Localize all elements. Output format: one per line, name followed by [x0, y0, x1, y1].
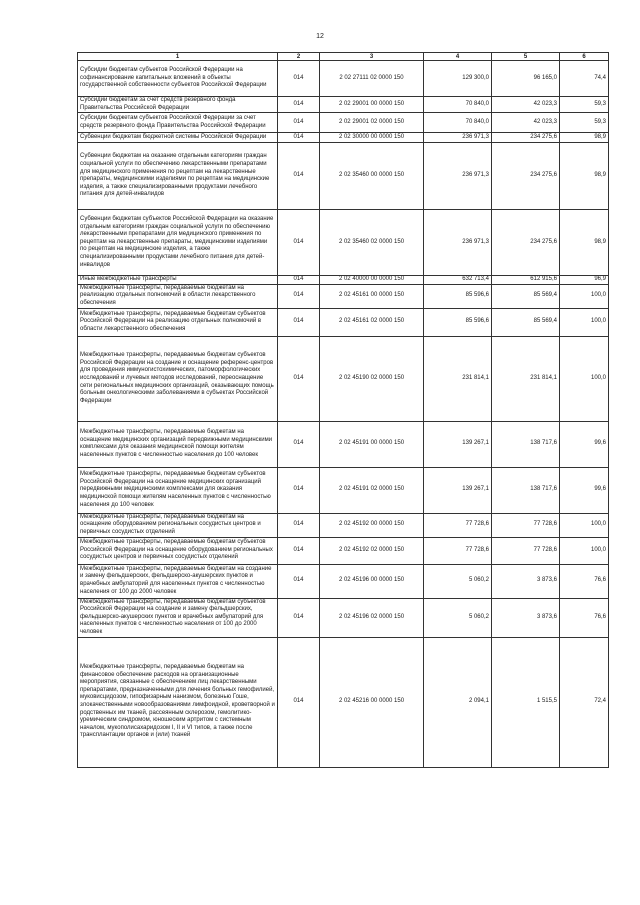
table-row [78, 97, 609, 113]
row-budget-code-cell: 2 02 45196 02 0000 150 [320, 598, 424, 637]
row-percent-cell: 98,9 [560, 210, 609, 276]
row-name-cell: Субсидии бюджетам субъектов Российской Федерации за счет средств резервного фонда Правительства Российской Федерации [78, 113, 278, 133]
row-admin-code-cell: 014 [278, 637, 320, 767]
row-percent-cell: 98,9 [560, 143, 609, 210]
column-header: 5 [492, 53, 560, 61]
row-percent-cell: 99,6 [560, 467, 609, 513]
table-header-row [78, 53, 609, 61]
row-plan-cell: 236 971,3 [424, 133, 492, 143]
row-percent-cell: 74,4 [560, 61, 609, 97]
row-plan-cell: 5 060,2 [424, 598, 492, 637]
row-percent-cell: 100,0 [560, 308, 609, 336]
row-actual-cell: 138 717,6 [492, 421, 560, 467]
row-budget-code-cell: 2 02 45216 00 0000 150 [320, 637, 424, 767]
row-name-cell: Межбюджетные трансферты, передаваемые бюджетам субъектов Российской Федерации на оснащение оборудованием региональных сосудистых центров и первичных сосудистых отделений [78, 537, 278, 564]
row-name-cell: Межбюджетные трансферты, передаваемые бюджетам на оснащение медицинских организаций передвижными медицинскими комплексами для оказания медицинской помощи жителям населенных пунктов с численностью населения до 100 человек [78, 421, 278, 467]
column-header: 6 [560, 53, 609, 61]
budget-table [77, 52, 609, 768]
row-admin-code-cell: 014 [278, 61, 320, 97]
row-plan-cell: 77 728,6 [424, 513, 492, 537]
row-budget-code-cell: 2 02 30000 00 0000 150 [320, 133, 424, 143]
row-actual-cell: 42 023,3 [492, 97, 560, 113]
table-row [78, 598, 609, 637]
row-admin-code-cell: 014 [278, 133, 320, 143]
row-percent-cell: 100,0 [560, 284, 609, 308]
table-row [78, 284, 609, 308]
column-header: 2 [278, 53, 320, 61]
row-actual-cell: 3 873,6 [492, 564, 560, 598]
row-admin-code-cell: 014 [278, 421, 320, 467]
row-actual-cell: 1 515,5 [492, 637, 560, 767]
row-percent-cell: 96,9 [560, 276, 609, 285]
row-name-cell: Субвенции бюджетам на оказание отдельным категориям граждан социальной услуги по обеспечению лекарственными препаратами для медицинского применения по рецептам на лекарственные препараты, медицинскими изделиями по рецептам на медицинские изделия, а также специализированными продуктами лечебного питания для детей-инвалидов [78, 143, 278, 210]
row-percent-cell: 59,3 [560, 97, 609, 113]
row-budget-code-cell: 2 02 29001 02 0000 150 [320, 113, 424, 133]
row-budget-code-cell: 2 02 45161 02 0000 150 [320, 308, 424, 336]
table-row [78, 276, 609, 285]
table-row [78, 210, 609, 276]
table-row [78, 143, 609, 210]
row-plan-cell: 231 814,1 [424, 336, 492, 421]
row-actual-cell: 85 569,4 [492, 308, 560, 336]
row-admin-code-cell: 014 [278, 336, 320, 421]
table-row [78, 564, 609, 598]
row-budget-code-cell: 2 02 45190 02 0000 150 [320, 336, 424, 421]
row-actual-cell: 231 814,1 [492, 336, 560, 421]
row-plan-cell: 70 840,0 [424, 97, 492, 113]
row-name-cell: Субвенции бюджетам бюджетной системы Российской Федерации [78, 133, 278, 143]
row-plan-cell: 70 840,0 [424, 113, 492, 133]
row-actual-cell: 234 275,6 [492, 143, 560, 210]
row-budget-code-cell: 2 02 45192 00 0000 150 [320, 513, 424, 537]
row-percent-cell: 76,6 [560, 564, 609, 598]
row-admin-code-cell: 014 [278, 113, 320, 133]
row-plan-cell: 85 596,6 [424, 308, 492, 336]
row-plan-cell: 236 971,3 [424, 143, 492, 210]
row-percent-cell: 99,6 [560, 421, 609, 467]
row-actual-cell: 234 275,6 [492, 133, 560, 143]
table-row [78, 467, 609, 513]
table-row [78, 637, 609, 767]
row-actual-cell: 77 728,6 [492, 537, 560, 564]
row-plan-cell: 5 060,2 [424, 564, 492, 598]
row-actual-cell: 85 569,4 [492, 284, 560, 308]
row-name-cell: Межбюджетные трансферты, передаваемые бюджетам на реализацию отдельных полномочий в области лекарственного обеспечения [78, 284, 278, 308]
row-percent-cell: 59,3 [560, 113, 609, 133]
row-name-cell: Субсидии бюджетам субъектов Российской Федерации на софинансирование капитальных вложений в объекты государственной собственности субъектов Российской Федерации [78, 61, 278, 97]
row-budget-code-cell: 2 02 45161 00 0000 150 [320, 284, 424, 308]
row-admin-code-cell: 014 [278, 143, 320, 210]
row-admin-code-cell: 014 [278, 598, 320, 637]
row-name-cell: Межбюджетные трансферты, передаваемые бюджетам на создание и замену фельдшерских, фельдшерско-акушерских пунктов и врачебных амбулаторий для населенных пунктов с численностью населения от 100 до 2000 человек [78, 564, 278, 598]
row-actual-cell: 96 165,0 [492, 61, 560, 97]
row-plan-cell: 129 300,0 [424, 61, 492, 97]
row-name-cell: Субвенции бюджетам субъектов Российской Федерации на оказание отдельным категориям граждан социальной услуги по обеспечению лекарственными препаратами для медицинского применения по рецептам на лекарственные препараты, медицинскими изделиями по рецептам на медицинские изделия, а также специализированными продуктами лечебного питания для детей-инвалидов [78, 210, 278, 276]
row-budget-code-cell: 2 02 29001 00 0000 150 [320, 97, 424, 113]
row-budget-code-cell: 2 02 35460 02 0000 150 [320, 210, 424, 276]
page-number: 12 [316, 33, 324, 40]
row-name-cell: Межбюджетные трансферты, передаваемые бюджетам на оснащение оборудованием региональных сосудистых центров и первичных сосудистых отделений [78, 513, 278, 537]
table-row [78, 537, 609, 564]
table-row [78, 61, 609, 97]
row-percent-cell: 72,4 [560, 637, 609, 767]
row-plan-cell: 236 971,3 [424, 210, 492, 276]
column-header: 3 [320, 53, 424, 61]
table-row [78, 308, 609, 336]
row-percent-cell: 98,9 [560, 133, 609, 143]
row-plan-cell: 632 713,4 [424, 276, 492, 285]
row-admin-code-cell: 014 [278, 467, 320, 513]
row-name-cell: Иные межбюджетные трансферты [78, 276, 278, 285]
row-admin-code-cell: 014 [278, 276, 320, 285]
row-budget-code-cell: 2 02 45192 02 0000 150 [320, 537, 424, 564]
column-header: 4 [424, 53, 492, 61]
row-name-cell: Межбюджетные трансферты, передаваемые бюджетам субъектов Российской Федерации на создание и оснащение референс-центров для проведения иммуногистохимических, патоморфологических исследований и лучевых методов исследований, переоснащение сети региональных медицинских организаций, оказывающих помощь больным онкологическими заболеваниями в субъектах Российской Федерации [78, 336, 278, 421]
row-admin-code-cell: 014 [278, 210, 320, 276]
row-name-cell: Межбюджетные трансферты, передаваемые бюджетам субъектов Российской Федерации на создание и замену фельдшерских, фельдшерско-акушерских пунктов и врачебных амбулаторий для населенных пунктов с численностью населения от 100 до 2000 человек [78, 598, 278, 637]
row-name-cell: Межбюджетные трансферты, передаваемые бюджетам субъектов Российской Федерации на оснащение медицинских организаций передвижными медицинскими комплексами для оказания медицинской помощи жителям населенных пунктов с численностью населения до 100 человек [78, 467, 278, 513]
table-row [78, 336, 609, 421]
row-admin-code-cell: 014 [278, 537, 320, 564]
row-actual-cell: 77 728,6 [492, 513, 560, 537]
row-plan-cell: 85 596,6 [424, 284, 492, 308]
table-row [78, 133, 609, 143]
row-name-cell: Межбюджетные трансферты, передаваемые бюджетам на финансовое обеспечение расходов на организационные мероприятия, связанные с обеспечением лиц лекарственными препаратами, предназначенными для лечения больных гемофилией, муковисцидозом, гипофизарным нанизмом, болезнью Гоше, злокачественными новообразованиями лимфоидной, кроветворной и родственных им тканей, рассеянным склерозом, гемолитико-уремическим синдромом, юношеским артритом с системным началом, мукополисахаридозом I, II и VI типов, а также после трансплантации органов и (или) тканей [78, 637, 278, 767]
row-budget-code-cell: 2 02 45191 00 0000 150 [320, 421, 424, 467]
row-plan-cell: 2 094,1 [424, 637, 492, 767]
row-name-cell: Субсидии бюджетам за счет средств резервного фонда Правительства Российской Федерации [78, 97, 278, 113]
row-budget-code-cell: 2 02 40000 00 0000 150 [320, 276, 424, 285]
row-percent-cell: 100,0 [560, 513, 609, 537]
table-row [78, 513, 609, 537]
row-admin-code-cell: 014 [278, 284, 320, 308]
row-budget-code-cell: 2 02 27111 02 0000 150 [320, 61, 424, 97]
row-actual-cell: 138 717,6 [492, 467, 560, 513]
row-admin-code-cell: 014 [278, 564, 320, 598]
row-name-cell: Межбюджетные трансферты, передаваемые бюджетам субъектов Российской Федерации на реализацию отдельных полномочий в области лекарственного обеспечения [78, 308, 278, 336]
row-percent-cell: 76,6 [560, 598, 609, 637]
row-actual-cell: 234 275,6 [492, 210, 560, 276]
row-plan-cell: 139 267,1 [424, 467, 492, 513]
row-actual-cell: 612 915,6 [492, 276, 560, 285]
row-percent-cell: 100,0 [560, 537, 609, 564]
row-actual-cell: 42 023,3 [492, 113, 560, 133]
row-actual-cell: 3 873,6 [492, 598, 560, 637]
row-budget-code-cell: 2 02 45191 02 0000 150 [320, 467, 424, 513]
row-percent-cell: 100,0 [560, 336, 609, 421]
row-admin-code-cell: 014 [278, 308, 320, 336]
row-budget-code-cell: 2 02 45196 00 0000 150 [320, 564, 424, 598]
row-plan-cell: 77 728,6 [424, 537, 492, 564]
row-budget-code-cell: 2 02 35460 00 0000 150 [320, 143, 424, 210]
column-header: 1 [78, 53, 278, 61]
table-row [78, 113, 609, 133]
table-row [78, 421, 609, 467]
row-admin-code-cell: 014 [278, 97, 320, 113]
row-plan-cell: 139 267,1 [424, 421, 492, 467]
row-admin-code-cell: 014 [278, 513, 320, 537]
